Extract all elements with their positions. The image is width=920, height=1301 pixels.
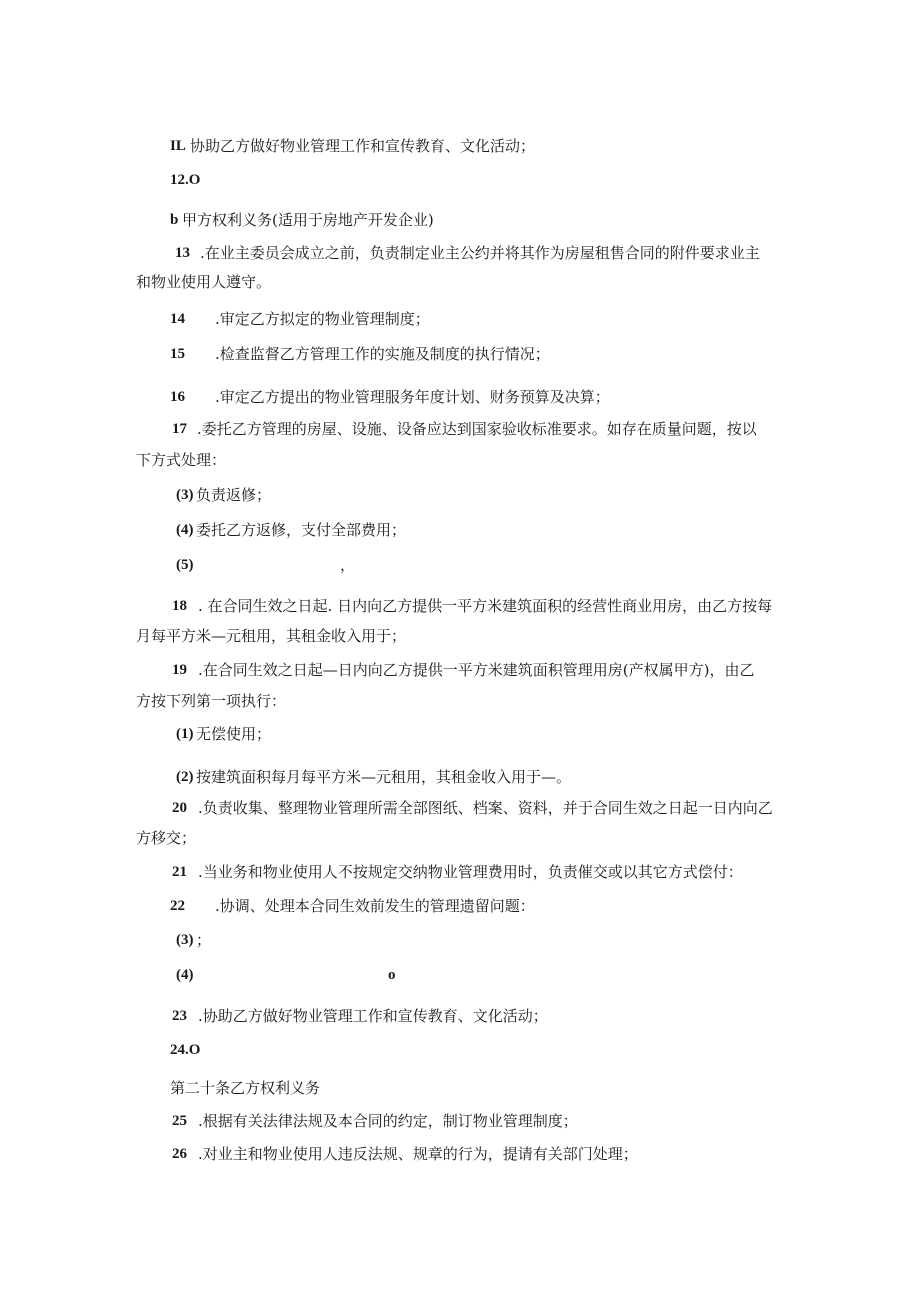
clause-number: b [170,212,179,228]
clause-number: 26 [172,1146,187,1162]
clause-text: 甲方权利义务(适用于房地产开发企业) [182,211,434,229]
clause-number: 18 [172,598,187,614]
clause-number: 17 [172,421,187,437]
clause-number: 19 [172,662,187,678]
clause-text: 方按下列第一项执行： [136,692,287,710]
clause-number: 25 [172,1113,187,1129]
clause-text: . 在合同生效之日起. 日内向乙方提供一平方米建筑面积的经营性商业用房，由乙方按每 [198,597,773,615]
clause-number: IL [170,138,186,154]
clause-text: .在业主委员会成立之前，负责制定业主公约并将其作为房屋租售合同的附件要求业主 [200,244,760,262]
sub-item-number: (3) [176,932,194,948]
clause-text: .当业务和物业使用人不按规定交纳物业管理费用时，负责催交或以其它方式偿付： [198,863,743,881]
sub-item-text: ； [196,931,212,949]
article-title: 第二十条乙方权利义务 [170,1079,321,1097]
sub-item-number: (1) [176,726,194,742]
clause-number: 23 [172,1008,187,1024]
clause-text: .协调、处理本合同生效前发生的管理遗留问题： [215,897,535,915]
clause-text: .审定乙方提出的物业管理服务年度计划、财务预算及决算； [215,388,610,406]
clause-text: .负责收集、整理物业管理所需全部图纸、档案、资料，并于合同生效之日起一日内向乙 [198,799,773,817]
clause-text: .检查监督乙方管理工作的实施及制度的执行情况； [215,345,550,363]
sub-item-text: 按建筑面积每月每平方米—元租用，其租金收入用于—。 [196,768,572,786]
sub-item-number: (4) [176,967,194,983]
sub-item-text: 无偿使用； [196,725,272,743]
clause-text: 月每平方米—元租用，其租金收入用于； [136,627,407,645]
clause-text: 方移交； [136,829,197,847]
clause-number: 14 [170,311,185,327]
sub-item-number: (3) [176,487,194,503]
clause-number: 21 [172,864,187,880]
sub-item-number: (4) [176,522,194,538]
clause-text: 下方式处理： [136,451,227,469]
clause-number: 22 [170,898,185,914]
clause-text: .在合同生效之日起—日内向乙方提供一平方米建筑面积管理用房(产权属甲方)，由乙 [198,661,755,679]
clause-text: .委托乙方管理的房屋、设施、设备应达到国家验收标准要求。如存在质量问题，按以 [197,420,757,438]
clause-text: 协助乙方做好物业管理工作和宣传教育、文化活动； [190,137,536,155]
sub-item-text: 委托乙方返修，支付全部费用； [196,521,407,539]
sub-item-text: 负责返修； [196,486,272,504]
clause-number: 13 [175,245,190,261]
sub-item-text: o [388,967,396,983]
clause-text: .协助乙方做好物业管理工作和宣传教育、文化活动； [198,1007,548,1025]
clause-text: 和物业使用人遵守。 [136,273,272,291]
sub-item-number: (2) [176,769,194,785]
clause-text: .审定乙方拟定的物业管理制度； [215,310,430,328]
clause-number: 16 [170,389,185,405]
clause-text: .根据有关法律法规及本合同的约定，制订物业管理制度； [198,1112,578,1130]
clause-number: 24.O [170,1042,201,1058]
clause-number: 20 [172,800,187,816]
clause-text: .对业主和物业使用人违反法规、规章的行为，提请有关部门处理； [198,1145,638,1163]
clause-number: 12.O [170,172,201,188]
sub-item-number: (5) [176,557,194,573]
sub-item-text: ， [340,556,356,574]
clause-number: 15 [170,346,185,362]
